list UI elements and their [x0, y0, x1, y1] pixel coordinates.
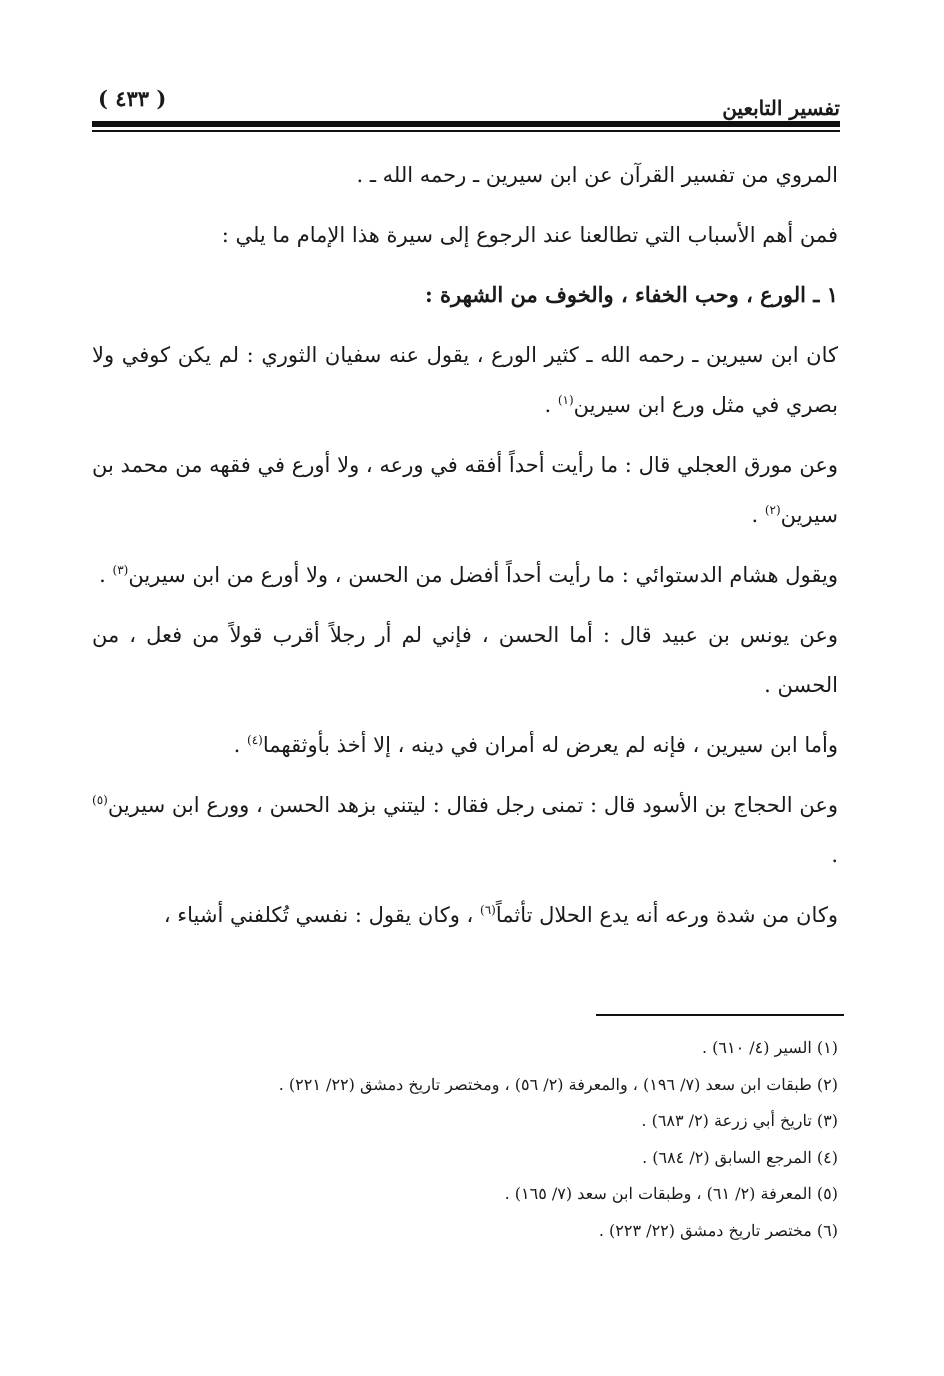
paragraph: [92, 720, 838, 770]
paragraph: [92, 150, 838, 200]
footnote: (٢) طبقات ابن سعد (٧/ ١٩٦) ، والمعرفة (٢/ ٥٦) ، ومختصر تاريخ دمشق (٢٢/ ٢٢١) .: [278, 1074, 838, 1094]
running-header: [92, 80, 840, 120]
paragraph: [92, 330, 838, 430]
paragraph: [92, 210, 838, 260]
paragraph: [92, 890, 838, 940]
paragraph-text: ويقول هشام الدستوائي : ما رأيت أحداً أفضل من الحسن ، ولا أورع من ابن سيرين: [128, 563, 838, 587]
heading-text: ١ ـ الورع ، وحب الخفاء ، والخوف من الشهرة :: [424, 282, 838, 307]
paragraph: [92, 440, 838, 540]
page-number: ( ٤٣٣ ): [98, 86, 167, 111]
paragraph: [92, 550, 838, 600]
footnote-marker: (١): [557, 393, 574, 407]
paragraph: [92, 610, 838, 710]
paragraph-text: وعن الحجاج بن الأسود قال : تمنى رجل فقال : ليتني بزهد الحسن ، وورع ابن سيرين: [107, 793, 838, 817]
footnotes: [92, 1030, 838, 1250]
paragraph-text: كان ابن سيرين ـ رحمه الله ـ كثير الورع ، يقول عنه سفيان الثوري : لم يكن كوفي ولا بصري في مثل ورع ابن سيرين: [92, 343, 838, 417]
paragraph-text: فمن أهم الأسباب التي تطالعنا عند الرجوع إلى سيرة هذا الإمام ما يلي :: [221, 223, 838, 247]
paragraph: [92, 780, 838, 880]
footnote-separator: [596, 1014, 844, 1016]
end-mark: .: [544, 393, 552, 417]
end-mark: .: [831, 843, 838, 867]
footnote-marker: (٥): [92, 793, 108, 807]
book-title: تفسير التابعين: [722, 96, 840, 120]
paragraph-text: وعن يونس بن عبيد قال : أما الحسن ، فإني لم أر رجلاً أقرب قولاً من فعل ، من الحسن .: [92, 623, 838, 697]
end-mark: .: [751, 503, 759, 527]
paragraph-text: ، وكان يقول : نفسي تُكلفني أشياء ،: [163, 903, 474, 927]
footnote: (٣) تاريخ أبي زرعة (٢/ ٦٨٣) .: [641, 1111, 838, 1131]
footnote: (٦) مختصر تاريخ دمشق (٢٢/ ٢٢٣) .: [598, 1220, 838, 1240]
footnote-marker: (٤): [247, 733, 263, 747]
section-heading: [92, 270, 838, 320]
end-mark: .: [233, 733, 241, 757]
footnote: (١) السير (٤/ ٦١٠) .: [701, 1038, 838, 1057]
header-rule-thin: [92, 130, 840, 132]
end-mark: .: [99, 563, 106, 587]
footnote: (٥) المعرفة (٢/ ٦١) ، وطبقات ابن سعد (٧/ ١٦٥) .: [504, 1184, 838, 1204]
footnote: (٤) المرجع السابق (٢/ ٦٨٤) .: [642, 1147, 838, 1167]
header-rule-thick: [92, 121, 840, 127]
paragraph-text: وكان من شدة ورعه أنه يدع الحلال تأثماً: [495, 903, 838, 927]
footnote-marker: (٦): [480, 903, 496, 917]
paragraph-text: وعن مورق العجلي قال : ما رأيت أحداً أفقه في ورعه ، ولا أورع في فقهه من محمد بن سيرين: [92, 453, 838, 527]
main-text: [92, 150, 838, 950]
footnote-marker: (٣): [112, 563, 129, 577]
paragraph-text: المروي من تفسير القرآن عن ابن سيرين ـ رحمه الله ـ .: [356, 163, 838, 187]
footnote-marker: (٢): [764, 503, 781, 517]
paragraph-text: وأما ابن سيرين ، فإنه لم يعرض له أمران في دينه ، إلا أخذ بأوثقهما: [262, 733, 838, 757]
